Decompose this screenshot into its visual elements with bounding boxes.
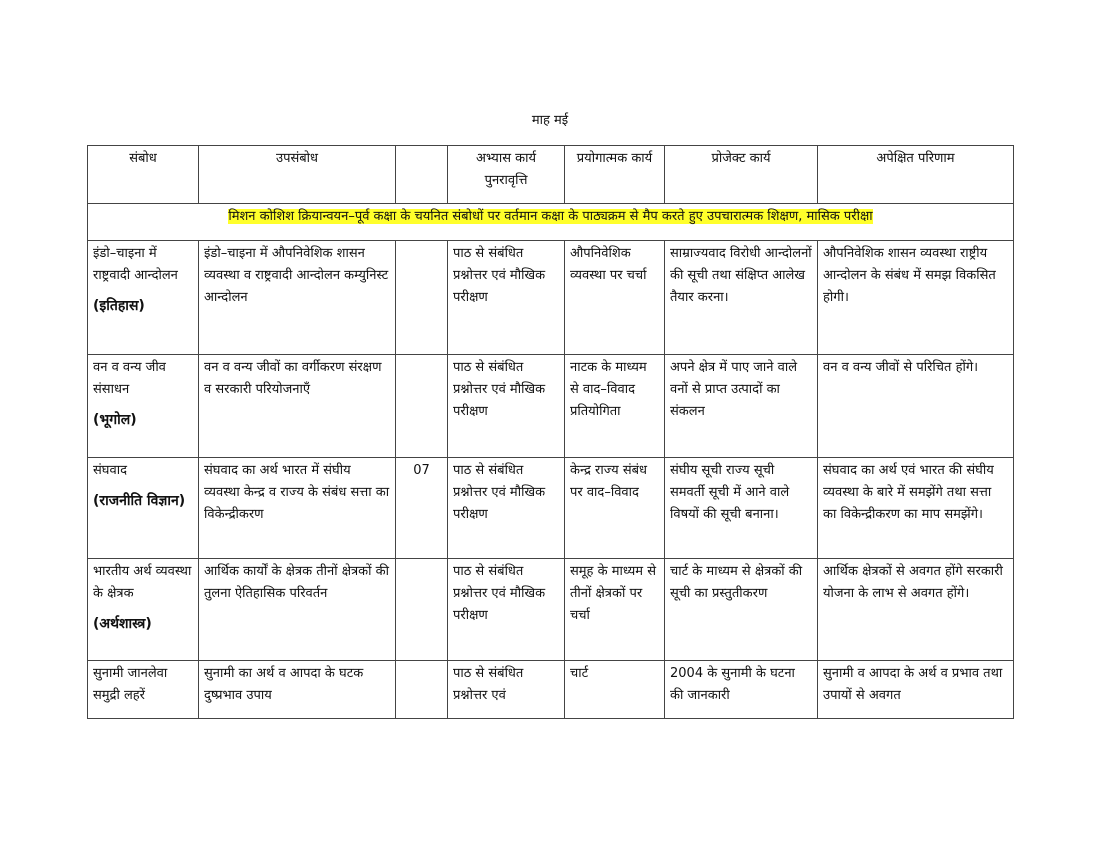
periods-cell — [396, 559, 448, 661]
periods-cell — [396, 661, 448, 719]
outcome-cell: सुनामी व आपदा के अर्थ व प्रभाव तथा उपायों से अवगत — [818, 661, 1014, 719]
mission-banner: मिशन कोशिश क्रियान्वयन–पूर्व कक्षा के चयनित संबोधों पर वर्तमान कक्षा के पाठ्यक्रम से मैप करते हुए उपचारात्मक शिक्षण, मासिक परीक्षा — [228, 209, 873, 224]
project-cell: अपने क्षेत्र में पाए जाने वाले वनों से प्राप्त उत्पादों का संकलन — [665, 355, 818, 458]
topic-cell — [88, 241, 199, 355]
banner-cell — [88, 204, 1014, 241]
table-row — [88, 355, 1014, 458]
subject-label: (इतिहास) — [93, 298, 145, 314]
practice-cell: पाठ से संबंधित प्रश्नोत्तर एवं मौखिक परीक्षण — [448, 241, 565, 355]
header-periods — [396, 146, 448, 204]
topic-cell — [88, 355, 199, 458]
table-row — [88, 458, 1014, 559]
experiment-cell: केन्द्र राज्य संबंध पर वाद–विवाद — [565, 458, 665, 559]
header-experiment: प्रयोगात्मक कार्य — [565, 146, 665, 204]
project-cell: साम्राज्यवाद विरोधी आन्दोलनों की सूची तथा संक्षिप्त आलेख तैयार करना। — [665, 241, 818, 355]
practice-cell: पाठ से संबंधित प्रश्नोत्तर एवं — [448, 661, 565, 719]
subtopic-cell: संघवाद का अर्थ भारत में संघीय व्यवस्था केन्द्र व राज्य के संबंध सत्ता का विकेन्द्रीकरण — [199, 458, 396, 559]
outcome-cell: संघवाद का अर्थ एवं भारत की संघीय व्यवस्था के बारे में समझेंगे तथा सत्ता का विकेन्द्रीकरण का माप समझेंगे। — [818, 458, 1014, 559]
outcome-cell: वन व वन्य जीवों से परिचित होंगे। — [818, 355, 1014, 458]
subject-label: (भूगोल) — [93, 412, 137, 428]
topic-text: सुनामी जानलेवा समुद्री लहरें — [93, 666, 168, 703]
practice-cell: पाठ से संबंधित प्रश्नोत्तर एवं मौखिक परीक्षण — [448, 559, 565, 661]
project-cell: संघीय सूची राज्य सूची समवर्ती सूची में आने वाले विषयों की सूची बनाना। — [665, 458, 818, 559]
page-title: माह मई — [531, 113, 569, 128]
header-practice: अभ्यास कार्य पुनरावृत्ति — [448, 146, 565, 204]
practice-cell: पाठ से संबंधित प्रश्नोत्तर एवं मौखिक परीक्षण — [448, 458, 565, 559]
periods-cell — [396, 355, 448, 458]
practice-cell: पाठ से संबंधित प्रश्नोत्तर एवं मौखिक परीक्षण — [448, 355, 565, 458]
table-header-row — [88, 146, 1014, 204]
outcome-cell: आर्थिक क्षेत्रकों से अवगत होंगे सरकारी योजना के लाभ से अवगत होंगे। — [818, 559, 1014, 661]
subtopic-cell: इंडो–चाइना में औपनिवेशिक शासन व्यवस्था व राष्ट्रवादी आन्दोलन कम्युनिस्ट आन्दोलन — [199, 241, 396, 355]
periods-cell: 07 — [396, 458, 448, 559]
topic-text: इंडो–चाइना में राष्ट्रवादी आन्दोलन — [93, 246, 178, 283]
table-row — [88, 661, 1014, 719]
header-outcome: अपेक्षित परिणाम — [818, 146, 1014, 204]
header-project: प्रोजेक्ट कार्य — [665, 146, 818, 204]
subject-label: (राजनीति विज्ञान) — [93, 493, 186, 509]
topic-cell — [88, 458, 199, 559]
subtopic-cell: वन व वन्य जीवों का वर्गीकरण संरक्षण व सरकारी परियोजनाएँ — [199, 355, 396, 458]
subject-label: (अर्थशास्त्र) — [93, 616, 152, 632]
subtopic-cell: आर्थिक कार्यों के क्षेत्रक तीनों क्षेत्रकों की तुलना ऐतिहासिक परिवर्तन — [199, 559, 396, 661]
topic-cell — [88, 661, 199, 719]
experiment-cell: नाटक के माध्यम से वाद–विवाद प्रतियोगिता — [565, 355, 665, 458]
banner-row — [88, 204, 1014, 241]
outcome-cell: औपनिवेशिक शासन व्यवस्था राष्ट्रीय आन्दोलन के संबंध में समझ विकसित होगी। — [818, 241, 1014, 355]
lesson-plan-table — [87, 145, 1014, 719]
project-cell: 2004 के सुनामी के घटना की जानकारी — [665, 661, 818, 719]
table-row — [88, 559, 1014, 661]
experiment-cell: समूह के माध्यम से तीनों क्षेत्रकों पर चर्चा — [565, 559, 665, 661]
header-concept: संबोध — [88, 146, 199, 204]
experiment-cell: चार्ट — [565, 661, 665, 719]
topic-text: संघवाद — [93, 463, 127, 478]
experiment-cell: औपनिवेशिक व्यवस्था पर चर्चा — [565, 241, 665, 355]
table-row — [88, 241, 1014, 355]
periods-cell — [396, 241, 448, 355]
project-cell: चार्ट के माध्यम से क्षेत्रकों की सूची का प्रस्तुतीकरण — [665, 559, 818, 661]
header-subconcept: उपसंबोध — [199, 146, 396, 204]
topic-cell — [88, 559, 199, 661]
topic-text: भारतीय अर्थ व्यवस्था के क्षेत्रक — [93, 564, 192, 601]
topic-text: वन व वन्य जीव संसाधन — [93, 360, 166, 397]
subtopic-cell: सुनामी का अर्थ व आपदा के घटक दुष्प्रभाव उपाय — [199, 661, 396, 719]
